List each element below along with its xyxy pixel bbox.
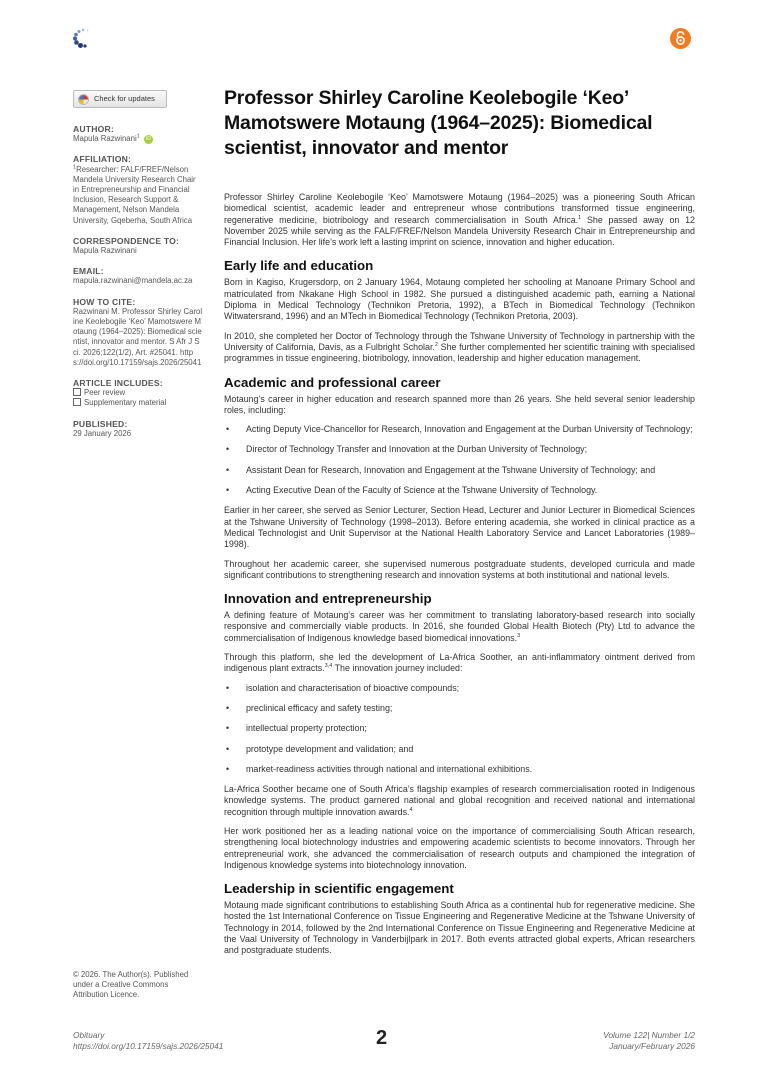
affiliation-body: Researcher: FALF/FREF/Nelson Mandela University Research Chair in Entrepreneurship and Financial Inclusion, Research Support & Management, Nelson Mandela University, Gqeberha, South Africa: [73, 164, 196, 225]
article-title: Professor Shirley Caroline Keolebogile ‘Keo’ Mamotswere Motaung (1964–2025): Biomedical scientist, innovator and mentor: [224, 87, 653, 159]
volume-info: Volume 122| Number 1/2: [603, 1030, 695, 1040]
section-label: Obituary: [73, 1030, 105, 1040]
journal-logo-icon: [72, 27, 94, 49]
orcid-icon[interactable]: iD: [145, 135, 152, 142]
list-item: • intellectual property protection;: [224, 723, 695, 734]
author-name: Mapula Razwinani: [73, 134, 137, 144]
citation-ref[interactable]: 2: [434, 342, 438, 348]
section-heading-career: Academic and professional career: [224, 374, 441, 390]
copyright-notice: © 2026. The Author(s). Published under a Creative Commons Attribution Licence.: [73, 970, 189, 1000]
paragraph: Earlier in her career, she served as Senior Lecturer, Section Head, Lecturer and Junior Lecturer in Biomedical Sciences at the Tshwane University of Technology (1998–2013). Before entering academia, she worked in clinical practice as a Medical Technologist and Unit Supervisor at the National Health Laboratory Service and Lancet Laboratories (1989–1998).: [224, 505, 695, 550]
include-label: Peer review: [84, 388, 126, 398]
author-heading: AUTHOR:: [73, 124, 115, 134]
crossmark-icon: [78, 94, 89, 105]
intro-paragraph: [224, 192, 695, 248]
paragraph-text-end: She further complemented her scientific training with specialised programmes in tissue engineering, biotribology, innovation, leadership and higher education management.: [224, 341, 695, 364]
section-heading-innovation: Innovation and entrepreneurship: [224, 591, 432, 607]
email-heading: EMAIL:: [73, 266, 104, 277]
article-body: [224, 86, 695, 965]
section-heading-leadership: Leadership in scientific engagement: [224, 881, 454, 897]
email-link[interactable]: mapula.razwinani@mandela.ac.za: [73, 276, 193, 286]
include-supplementary[interactable]: [73, 398, 203, 408]
paragraph: [224, 610, 695, 644]
author-affiliation-ref: 1: [136, 133, 140, 140]
author-line: [73, 134, 203, 144]
paragraph-text: In 2010, she completed her Doctor of Technology through the Tshwane University of Technology in partnership with the University of California, Davis, as a Fulbright Scholar.: [224, 330, 695, 352]
list-item: • Acting Deputy Vice-Chancellor for Research, Innovation and Engagement at the Durban University of Technology;: [224, 424, 695, 435]
citation-ref[interactable]: 1: [578, 214, 582, 221]
checkbox-icon: [73, 388, 81, 396]
citation-ref[interactable]: 3,4: [324, 663, 333, 670]
paragraph-text-end: The innovation journey included:: [332, 663, 463, 674]
paragraph: Her work positioned her as a leading national voice on the importance of commercialising South African research, strengthening local biotechnology industries and empowering academic scientists to become innovators. Through her entrepreneurial work, she advanced the commercialisation of research outputs and championed the integration of Indigenous knowledge systems into biotechnology innovation.: [224, 825, 695, 870]
includes-heading: ARTICLE INCLUDES:: [73, 378, 163, 389]
paragraph-text: La-Africa Soother became one of South Africa’s flagship examples of research commercialisation rooted in Indigenous knowledge systems. The product garnered national and global recognition and received national and international recognition through multiple innovation awards.: [224, 784, 695, 817]
article-sidebar: [73, 90, 203, 439]
page-number: 2: [376, 1027, 388, 1049]
affiliation-text: [73, 165, 203, 226]
cite-heading: HOW TO CITE:: [73, 296, 136, 307]
list-item: • prototype development and validation; and: [224, 744, 695, 755]
intro-text-end: She passed away on 12 November 2025 while serving as the FALF/FREF/Nelson Mandela University Research Chair in Entrepreneurship and Financial Inclusion. Her life’s work left a lasting imprint on science, innovation and higher education.: [224, 214, 695, 248]
list-item: • isolation and characterisation of bioactive compounds;: [224, 683, 695, 694]
affiliation-ref: 1: [73, 164, 77, 171]
paragraph: Born in Kagiso, Krugersdorp, on 2 January 1964, Motaung completed her schooling at Manoane Primary School and matriculated from Nkakane High School in 1982. She pursued a distinguished academic path, earning a National Diploma in Medical Technology (Technikon Pretoria, 1992), a BTech in Biomedical Technology (Technikon Witwatersrand, 1996) and an MTech in Biomedical Technology (Technikon Pretoria, 2003).: [224, 277, 695, 322]
include-peer-review[interactable]: [73, 388, 203, 398]
list-item: • Assistant Dean for Research, Innovation and Engagement at the Tshwane University of Technology; and: [224, 465, 695, 476]
list-item: • Acting Executive Dean of the Faculty of Science at the Tshwane University of Technology.: [224, 485, 695, 496]
issue-date: January/February 2026: [609, 1041, 695, 1051]
section-heading-early-life: Early life and education: [224, 258, 374, 274]
paragraph: Throughout her academic career, she supervised numerous postgraduate students, developed curricula and made significant contributions to strengthening research and innovation systems at both institutional and national levels.: [224, 558, 695, 580]
innovation-journey-list: [224, 683, 695, 775]
include-label: Supplementary material: [84, 398, 167, 408]
paragraph-text: A defining feature of Motaung’s career was her commitment to translating laboratory-based research into socially responsive and commercially viable products. In 2016, she founded Global Health Biotech (Pty) Ltd to advance the commercialisation of Indigenous knowledge based biomedical innovations.: [224, 610, 695, 643]
checkbox-icon: [73, 398, 81, 406]
paragraph: [224, 331, 695, 365]
check-for-updates-label: Check for updates: [94, 93, 155, 103]
paragraph: [224, 652, 695, 675]
paragraph: [224, 784, 695, 818]
published-date: 29 January 2026: [73, 428, 132, 438]
career-roles-list: [224, 424, 695, 496]
list-item: • preclinical efficacy and safety testing;: [224, 703, 695, 714]
open-access-icon: [670, 28, 691, 49]
doi-link[interactable]: https://doi.org/10.17159/sajs.2026/25041: [73, 1041, 224, 1051]
paragraph-text: Through this platform, she led the development of La-Africa Soother, an anti-inflammatory ointment derived from indigenous plant extracts.: [224, 652, 695, 674]
list-item: • market-readiness activities through national and international exhibitions.: [224, 764, 695, 775]
list-item: • Director of Technology Transfer and Innovation at the Durban University of Technology;: [224, 444, 695, 455]
intro-text: Professor Shirley Caroline Keolebogile ‘Keo’ Mamotswere Motaung (1964–2025) was a pioneering South African biomedical scientist, academic leader and entrepreneur whose contributions transformed tissue engineering, regenerative medicine, biotribology and research commercialisation in South Africa.: [224, 192, 695, 225]
correspondence-heading: CORRESPONDENCE TO:: [73, 235, 180, 246]
published-heading: PUBLISHED:: [73, 418, 128, 429]
check-for-updates-button[interactable]: [73, 90, 167, 108]
citation-ref[interactable]: 4: [409, 806, 413, 813]
citation-ref[interactable]: 3: [517, 632, 521, 639]
affiliation-heading: AFFILIATION:: [73, 154, 132, 165]
correspondence-name: Mapula Razwinani: [73, 246, 137, 256]
footer-right: [560, 1030, 695, 1052]
footer-left: [73, 1030, 223, 1052]
paragraph: Motaung made significant contributions to establishing South Africa as a continental hub for regenerative medicine. She hosted the 1st International Conference on Tissue Engineering and Regenerative Medicine at the Tshwane University of Technology in 2014, followed by the 2nd International Conference on Tissue Engineering and Regenerative Medicine at the Vaal University of Technology in Vanderbijlpark in 2017. Both events attracted global experts, African researchers and postgraduate students.: [224, 900, 695, 956]
paragraph: Motaung’s career in higher education and research spanned more than 26 years. She held several senior leadership roles, including:: [224, 393, 695, 415]
cite-text: Razwinani M. Professor Shirley Caroline Keolebogile ‘Keo’ Mamotswere Motaung (1964–2025): Biomedical scientist, innovator and mentor. S Afr J Sci. 2026;122(1/2), Art. #25041. https://doi.org/10.17159/sajs.2026/25041: [73, 306, 203, 367]
